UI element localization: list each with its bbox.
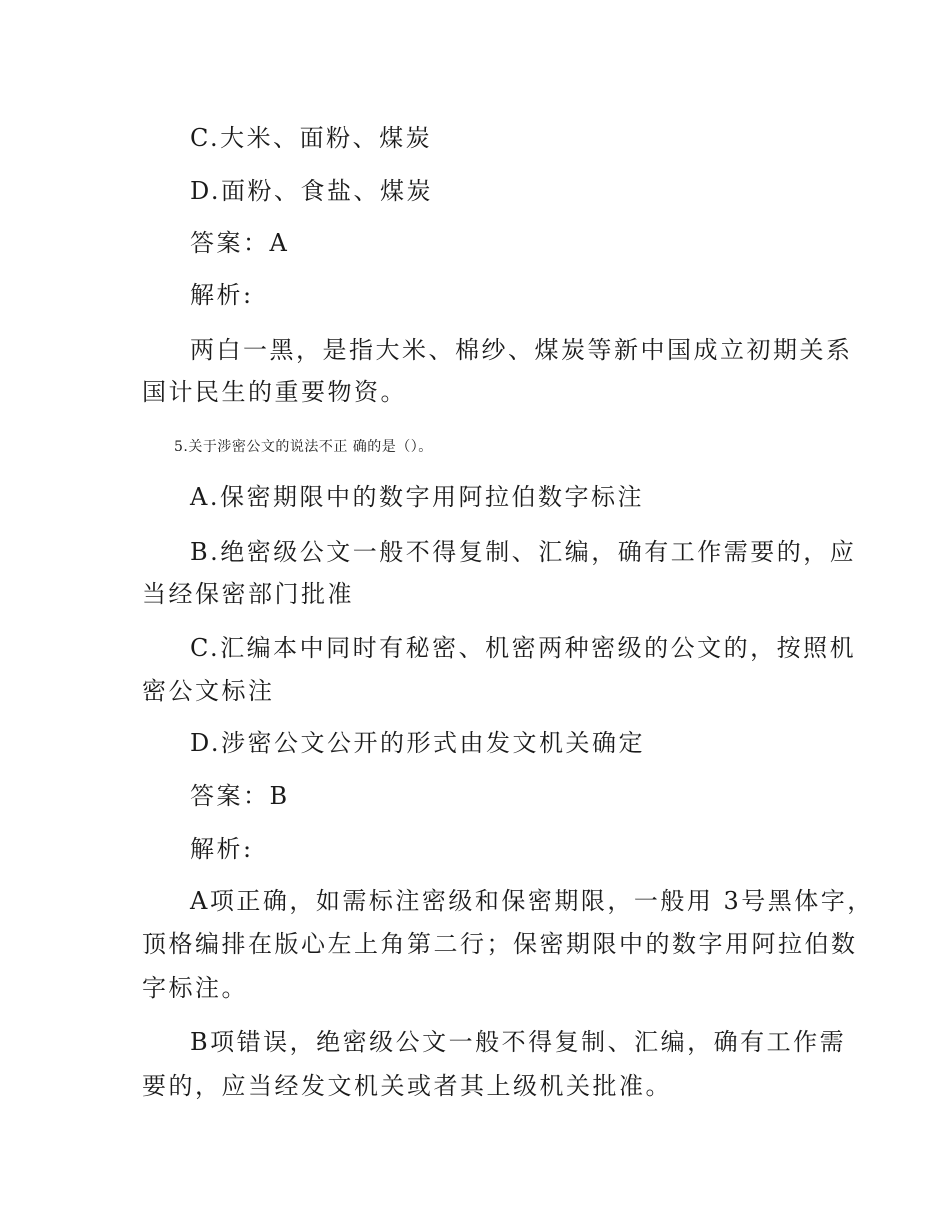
q4-option-c: C.大米、面粉、煤炭 [190,124,433,152]
q5-analysis-a-cont: 字标注。 [142,974,248,1002]
q5-analysis-a: A项正确，如需标注密级和保密期限，一般用 3号黑体字， [190,887,874,915]
q4-analysis-line: 两白一黑，是指大米、棉纱、煤炭等新中国成立初期关系 [190,336,853,364]
q5-option-b: B.绝密级公文一般不得复制、汇编，确有工作需要的，应 [190,538,857,566]
q5-option-d: D.涉密公文公开的形式由发文机关确定 [190,729,646,757]
q5-analysis-b: B项错误，绝密级公文一般不得复制、汇编，确有工作需 [190,1028,847,1056]
q5-analysis-label: 解析: [190,835,254,863]
q4-option-d: D.面粉、食盐、煤炭 [190,177,434,205]
q4-analysis-label: 解析: [190,281,254,309]
q5-answer: 答案：B [190,782,290,810]
q5-question: 5.关于涉密公文的说法不正 确的是（）。 [174,439,433,455]
q4-analysis-line: 国计民生的重要物资。 [142,378,407,406]
q5-analysis-b-cont: 要的，应当经发文机关或者其上级机关批准。 [142,1072,672,1100]
q5-option-a: A.保密期限中的数字用阿拉伯数字标注 [190,483,644,511]
q4-answer: 答案：A [190,229,290,257]
q5-option-c-cont: 密公文标注 [142,677,275,705]
q5-analysis-a-cont: 顶格编排在版心左上角第二行；保密期限中的数字用阿拉伯数 [142,930,858,958]
q5-option-c: C.汇编本中同时有秘密、机密两种密级的公文的，按照机 [190,634,857,662]
q5-option-b-cont: 当经保密部门批准 [142,580,354,608]
